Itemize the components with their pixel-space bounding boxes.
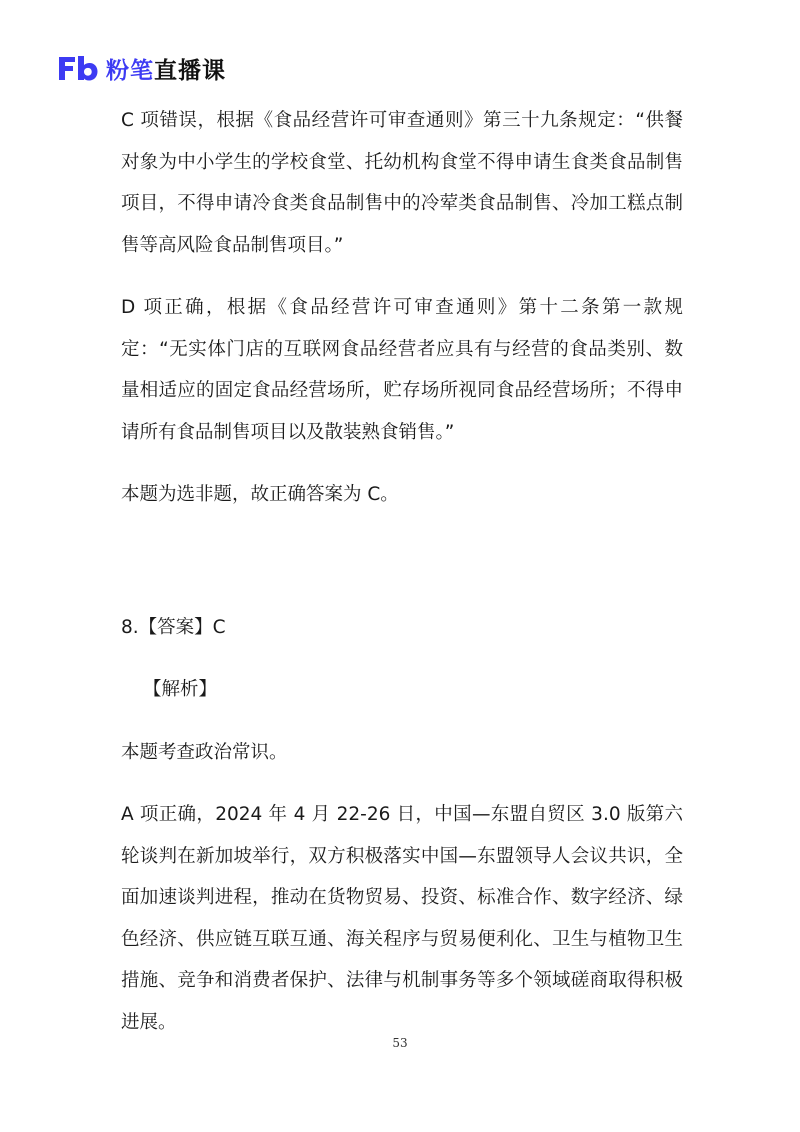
paragraph-option-c: C 项错误，根据《食品经营许可审查通则》第三十九条规定：“供餐对象为中小学生的学校食堂、托幼机构食堂不得申请生食类食品制售项目，不得申请冷食类食品制售中的冷荤类食品制售、冷加工糕点制售等高风险食品制售项目。” [121, 110, 683, 256]
paragraph-topic: 本题考查政治常识。 [121, 741, 288, 763]
page-number: 53 [392, 1036, 408, 1050]
document-body [121, 100, 683, 1064]
question-8-answer: 8.【答案】C [121, 616, 226, 638]
section-gap [121, 537, 683, 607]
brand-accent: 粉笔 [106, 57, 154, 84]
fenbi-logo-icon [56, 53, 100, 83]
paragraph-option-d: D 项正确，根据《食品经营许可审查通则》第十二条第一款规定：“无实体门店的互联网食品经营者应具有与经营的食品类别、数量相适应的固定食品经营场所，贮存场所视同食品经营场所；不得申请所有食品制售项目以及散装熟食销售。” [121, 297, 683, 443]
paragraph-option-a: A 项正确，2024 年 4 月 22-26 日，中国—东盟自贸区 3.0 版第六轮谈判在新加坡举行，双方积极落实中国—东盟领导人会议共识，全面加速谈判进程，推动在货物贸易、投资、标准合作、数字经济、绿色经济、供应链互联互通、海关程序与贸易便利化、卫生与植物卫生措施、竞争和消费者保护、法律与机制事务等多个领域磋商取得积极进展。 [121, 804, 683, 1033]
header [56, 52, 226, 84]
brand-rest: 直播课 [154, 57, 226, 84]
paragraph-conclusion: 本题为选非题，故正确答案为 C。 [121, 484, 399, 505]
brand-name [106, 52, 226, 85]
question-8-analysis-heading: 【解析】 [143, 679, 218, 700]
